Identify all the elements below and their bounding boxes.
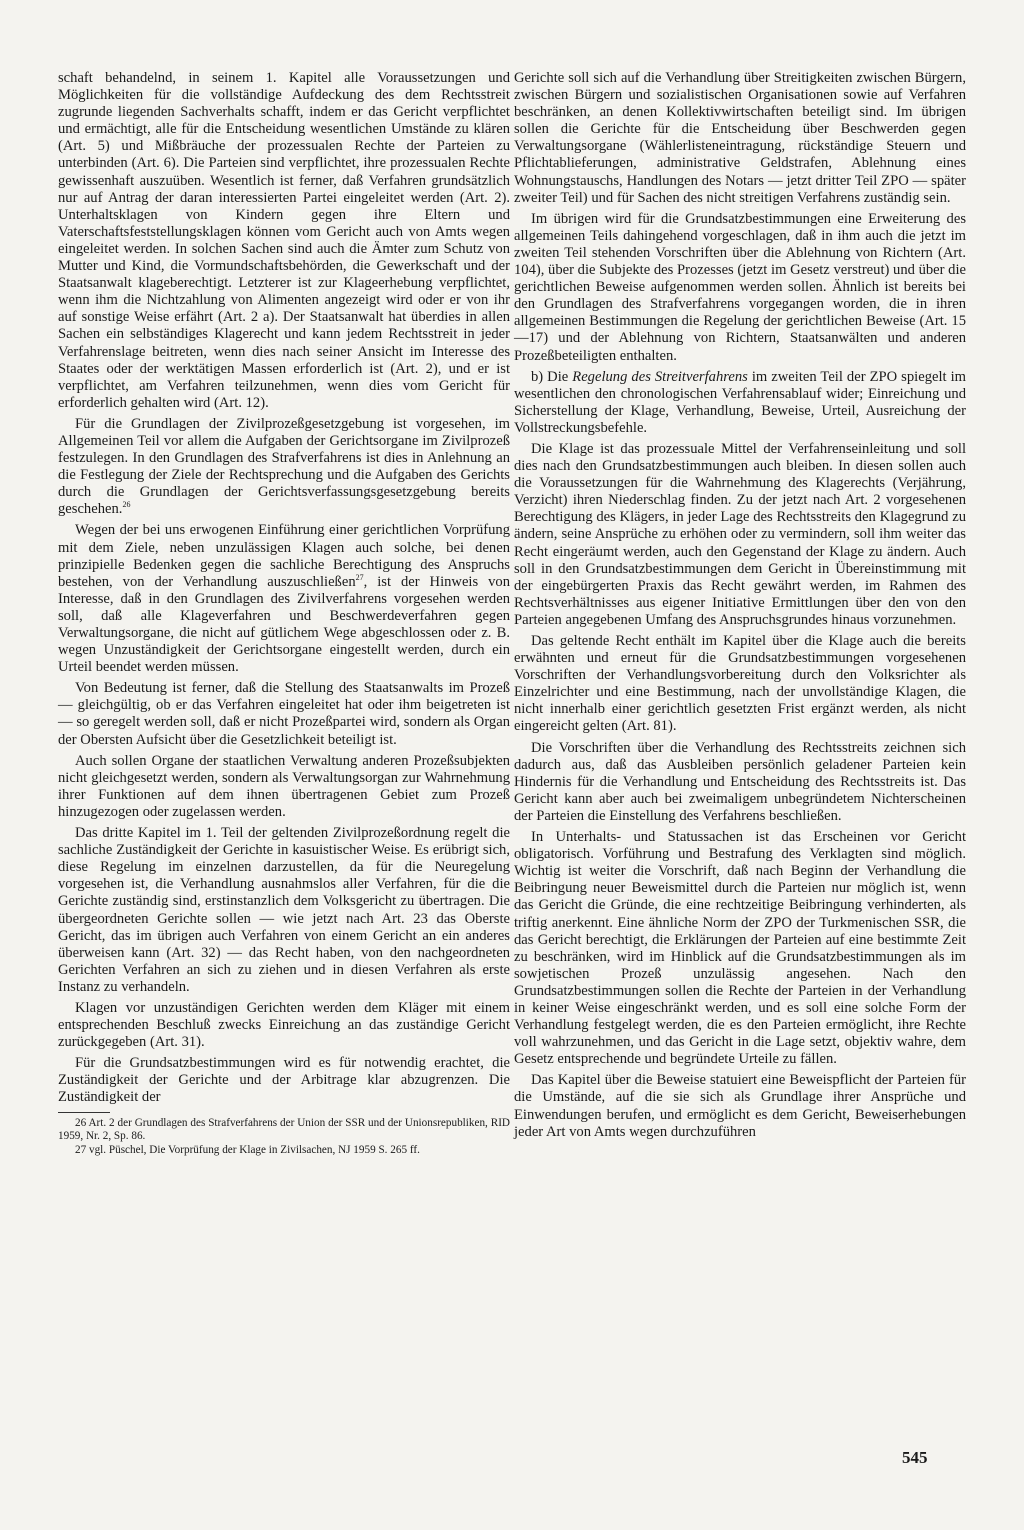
paragraph: Das Kapitel über die Beweise statuiert eine Beweispflicht der Parteien für die Umstände, auf die sie sich als Grundlage ihrer Ansprüche und Einwendungen berufen, und ermöglicht es dem Gericht, Beweiserhebungen jeder Art von Amts wegen durchzuführen: [514, 1072, 966, 1140]
footnote-ref-27: 27: [355, 572, 364, 582]
italic-heading: Regelung des Streitverfahrens: [572, 368, 748, 385]
paragraph: Das geltende Recht enthält im Kapitel über die Klage auch die bereits erwähnten und erneut für die Grundsatzbestimmungen vorgesehenen Vorschriften der Verhandlungsvorbereitung durch den Volksrichter als Einzelrichter und eine Bestimmung, nach der unvollständige Klagen, die nicht innerhalb einer gerichtlich gesetzten Frist ergänzt werden, als nicht eingereicht gelten (Art. 81).: [514, 633, 966, 735]
paragraph: Im übrigen wird für die Grundsatzbestimmungen eine Erweiterung des allgemeinen Teils dahingehend vorgeschlagen, daß in ihm auch die jetzt im zweiten Teil stehenden Vorschriften über die Ablehnung von Richtern (Art. 104), über die Subjekte des Prozesses (jetzt im Gesetz verstreut) und über die gerichtlichen Beweise aufgenommen werden sollen. Ähnlich ist bereits bei den Grundlagen des Strafverfahrens vorgegangen worden, die in ihren allgemeinen Bestimmungen die Regelung der gerichtlichen Beweise (Art. 15—17) und der Ablehnung von Richtern, Staatsanwälten und anderen Prozeßbeteiligten enthalten.: [514, 210, 966, 364]
paragraph: [58, 416, 510, 519]
paragraph-text: Für die Grundlagen der Zivilprozeßgesetzgebung ist vorgesehen, im Allgemeinen Teil vor allem die Aufgaben der Gerichtsorgane im Zivilprozeß festzulegen. In den Grundlagen des Strafverfahrens ist dies in Anlehnung an die Festlegung der Ziele der Rechtsprechung und die Aufgaben des Gerichts durch die Grundlagen der Gerichtsverfassungsgesetzgebung bereits geschehen.: [58, 415, 510, 518]
paragraph-text-continued: , ist der Hinweis von Interesse, daß in den Grundlagen des Zivilverfahrens vorgesehen werden soll, daß alle Klageverfahren und Beschwerdeverfahren gegen Verwaltungsorgane, die nicht auf gütlichem Wege abgeschlossen oder z. B. wegen Unzuständigkeit der Gerichtsorgane eingestellt werden, durch ein Urteil beendet werden müssen.: [58, 573, 510, 676]
footnote-divider: [58, 1112, 110, 1113]
paragraph: Die Vorschriften über die Verhandlung des Rechtsstreits zeichnen sich dadurch aus, daß das Ausbleiben persönlich geladener Parteien kein Hindernis für die Verhandlung und Entscheidung des Rechtsstreits ist. Das Gericht kann aber auch bei zweimaligem unbegründetem Nichterscheinen der Parteien die Einstellung des Verfahrens beschließen.: [514, 739, 966, 824]
footnote: 27 vgl. Püschel, Die Vorprüfung der Klage in Zivilsachen, NJ 1959 S. 265 ff.: [75, 1143, 420, 1156]
paragraph: Gerichte soll sich auf die Verhandlung über Streitigkeiten zwischen Bürgern, zwischen Bürgern und sozialistischen Organisationen sowie auf Verfahren beschränken, an denen Kollektivwirtschaften beteiligt sind. Im übrigen sollen die Gerichte für die Entscheidung über Beschwerden gegen Verwaltungsorgane (Wählerlisteneintragung, rückständige Steuern und Pflichtablieferungen, administrative Geldstrafen, Ablehnung eines Wohnungstauschs, Handlungen des Notars — jetzt dritter Teil ZPO — später zweiter Teil) und für Sachen des nicht streitigen Verfahrens zuständig sein.: [514, 70, 966, 206]
paragraph: Von Bedeutung ist ferner, daß die Stellung des Staatsanwalts im Prozeß — gleichgültig, ob er das Verfahren eingeleitet hat oder ihm beigetreten ist — so geregelt werden soll, daß er nicht Prozeßpartei wird, sondern als Organ der Obersten Aufsicht über die Gesetzlichkeit beteiligt ist.: [58, 680, 510, 748]
paragraph-text: b) Die: [531, 368, 573, 385]
paragraph: Für die Grundsatzbestimmungen wird es für notwendig erachtet, die Zuständigkeit der Gerichte und der Arbitrage klar abzugrenzen. Die Zuständigkeit der: [58, 1055, 510, 1106]
right-column: [514, 70, 966, 1145]
paragraph: [58, 522, 510, 676]
paragraph-text: Wegen der bei uns erwogenen Einführung einer gerichtlichen Vorprüfung mit dem Ziele, neben unzulässigen Klagen auch solche, bei denen prinzipielle Bedenken gegen die sachliche Berechtigung des Anspruchs bestehen, von der Verhandlung auszuschließen: [58, 522, 510, 590]
paragraph: Klagen vor unzuständigen Gerichten werden dem Kläger mit einem entsprechenden Beschluß zwecks Einreichung an das zuständige Gericht zurückgegeben (Art. 31).: [58, 999, 510, 1051]
footnote: 26 Art. 2 der Grundlagen des Strafverfahrens der Union der SSR und der Unionsrepubliken, RID 1959, Nr. 2, Sp. 86.: [58, 1116, 510, 1142]
paragraph: Die Klage ist das prozessuale Mittel der Verfahrenseinleitung und soll dies nach den Grundsatzbestimmungen auch bleiben. In diesen sollen auch die Voraussetzungen für die Wahrnehmung des Klagerechts (Verjährung, Verzicht) ihren Niederschlag finden. Zu der jetzt nach Art. 2 vorgesehenen Berechtigung des Klägers, in jeder Lage des Rechtsstreits den Klagegrund zu ändern, seine Ansprüche zu erhöhen oder zu vermindern, soll ihm weiter das Recht eingeräumt werden, auch den Gegenstand der Klage zu ändern. Auch soll in den Grundsatzbestimmungen dem Gericht in Übereinstimmung mit der eingebürgerten Praxis das Recht gewährt werden, im Rahmen des Rechtsverhältnisses aus eigener Initiative Ermittlungen über den von den Parteien angegebenen Umfang des Anspruchsgrundes hinaus vorzunehmen.: [514, 440, 966, 628]
paragraph: In Unterhalts- und Statussachen ist das Erscheinen vor Gericht obligatorisch. Vorführung und Bestrafung des Verklagten sind möglich. Wichtig ist weiter die Vorschrift, daß nach Beginn der Verhandlung die Beibringung neuer Beweismittel durch die Parteien nur möglich ist, wenn das Gericht die Gründe, die eine rechtzeitige Beibringung verhinderten, als triftig anerkennt. Eine ähnliche Norm der ZPO der Turkmenischen SSR, die das Gericht berechtigt, die Erklärungen der Parteien auf eine bestimmte Zeit zu beschränken, wird im Hinblick auf die Grundsatzbestimmungen als im sowjetischen Prozeß unzulässig angesehen. Nach den Grundsatzbestimmungen sollen die Rechte der Parteien in der Verhandlung in keiner Weise eingeschränkt werden, und es soll eine solche Form der Verhandlung festgelegt werden, die es den Parteien ermöglicht, ihre Rechte voll wahrzunehmen, und das Gericht in die Lage setzt, objektiv wahre, dem Gesetz entsprechende und begründete Urteile zu fällen.: [514, 829, 966, 1068]
paragraph: Das dritte Kapitel im 1. Teil der geltenden Zivilprozeßordnung regelt die sachliche Zuständigkeit der Gerichte in kasuistischer Weise. Es erübrigt sich, diese Regelung im einzelnen darzustellen, da für die Neuregelung vorgesehen ist, die Verhandlung ausnahmslos aller Verfahren, für die die Gerichte zuständig sind, erstinstanzlich dem Volksgericht zu übertragen. Die übergeordneten Gerichte sollen — wie jetzt nach Art. 23 das Oberste Gericht, das im übrigen auch Verfahren von einem Gericht an ein anderes überweisen kann (Art. 32) — das Recht haben, von den nachgeordneten Gerichten Verfahren an sich zu ziehen und in diesen Verfahren als erste Instanz zu verhandeln.: [58, 825, 510, 995]
paragraph-text-continued: im zweiten Teil der ZPO spiegelt im wesentlichen den chronologischen Verfahrensablauf wider; Einreichung und Sicherstellung der Klage, Verhandlung, Beweise, Urteil, Ausreichung der Vollstreckungsbefehle.: [514, 368, 967, 436]
page-number: 545: [902, 1448, 928, 1467]
footnote-ref-26: 26: [122, 500, 131, 510]
left-column: [58, 70, 510, 1158]
paragraph: schaft behandelnd, in seinem 1. Kapitel alle Voraussetzungen und Möglichkeiten für die vollständige Aufdeckung des dem Rechtsstreit zugrunde liegenden Sachverhalts schafft, indem er das Gericht verpflichtet und ermächtigt, alle für die Entscheidung wesentlichen Umstände zu klären (Art. 5) und Mißbräuche der prozessualen Rechte der Parteien zu unterbinden (Art. 6). Die Parteien sind verpflichtet, ihre prozessualen Rechte gewissenhaft auszuüben. Wesentlich ist ferner, daß Verfahren grundsätzlich nur auf Antrag der daran interessierten Partei eingeleitet werden (Art. 2). Unterhaltsklagen von Kindern gegen ihre Eltern und Vaterschaftsfeststellungsklagen können vom Gericht auch von Amts wegen eingeleitet werden. In solchen Sachen sind auch die Ämter zum Schutz von Mutter und Kind, die Vormundschaftsbehörden, die Gewerkschaft und der Staatsanwalt klageberechtigt. Letzterer ist zur Klageerhebung verpflichtet, wenn ihm die Nichtzahlung von Alimenten angezeigt wird oder er von ihr auf sonstige Weise erfährt (Art. 2 a). Der Staatsanwalt hat überdies in allen Sachen ein selbständiges Klagerecht und kann jedem Rechtsstreit in jeder Verfahrenslage beitreten, wenn dies nach seiner Ansicht im Interesse des Staates oder der werktätigen Massen erforderlich ist (Art. 2), und er ist verpflichtet, am Verfahren teilzunehmen, wenn dies vom Gericht für erforderlich gehalten wird (Art. 12).: [58, 70, 510, 411]
paragraph: Auch sollen Organe der staatlichen Verwaltung anderen Prozeßsubjekten nicht gleichgesetzt werden, sondern als Verwaltungsorgan zur Wahrnehmung ihrer Funktionen auf dem ihnen übertragenen Gebiet zum Prozeß hinzugezogen oder zugelassen werden.: [58, 752, 510, 820]
paragraph: [514, 369, 966, 437]
